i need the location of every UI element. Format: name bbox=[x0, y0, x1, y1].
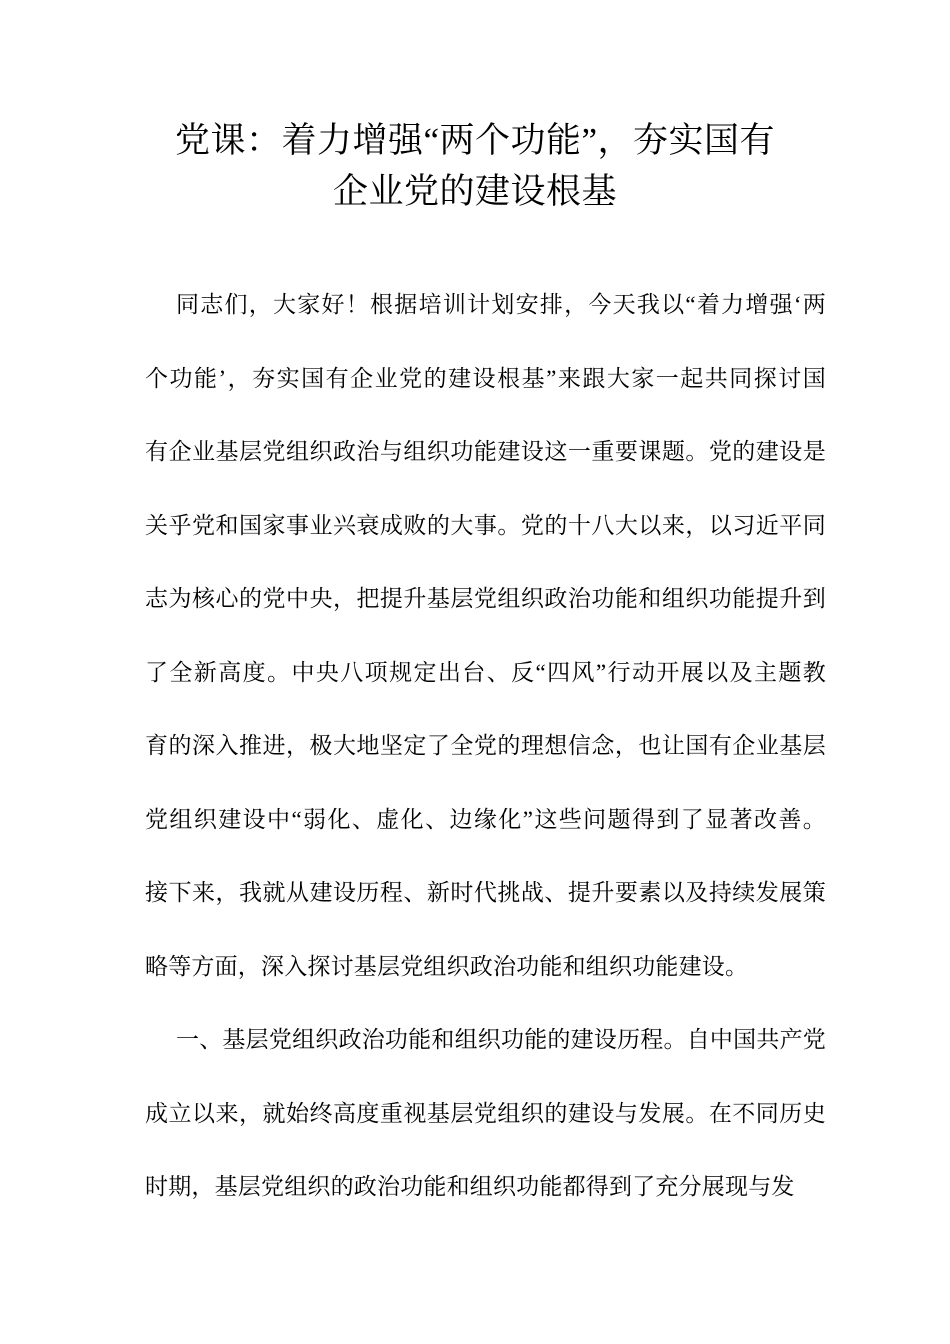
text-line: 党组织建设中“弱化、虚化、边缘化”这些问题得到了显著改善。 bbox=[145, 806, 826, 832]
text-line: 育的深入推进，极大地坚定了全党的理想信念，也让国有企业基层 bbox=[145, 733, 826, 758]
text-line: 志为核心的党中央，把提升基层党组织政治功能和组织功能提升到 bbox=[145, 586, 826, 611]
title-line: 企业党的建设根基 bbox=[332, 172, 617, 211]
text-line: 时期，基层党组织的政治功能和组织功能都得到了充分展现与发 bbox=[145, 1174, 795, 1199]
document-title bbox=[0, 115, 950, 217]
text-line: 有企业基层党组织政治与组织功能建设这一重要课题。党的建设是 bbox=[145, 439, 826, 464]
paragraph bbox=[145, 268, 826, 1003]
text-line: 略等方面，深入探讨基层党组织政治功能和组织功能建设。 bbox=[145, 953, 749, 979]
document-body bbox=[145, 268, 826, 1224]
title-line: 党课：着力增强“两个功能”，夯实国有 bbox=[174, 121, 776, 160]
text-line: 接下来，我就从建设历程、新时代挑战、提升要素以及持续发展策 bbox=[145, 880, 826, 905]
text-line: 成立以来，就始终高度重视基层党组织的建设与发展。在不同历史 bbox=[145, 1100, 826, 1126]
text-line: 个功能’，夯实国有企业党的建设根基”来跟大家一起共同探讨国 bbox=[145, 365, 826, 391]
text-line: 了全新高度。中央八项规定出台、反“四风”行动开展以及主题教 bbox=[145, 659, 826, 685]
text-line: 一、基层党组织政治功能和组织功能的建设历程。自中国共产党 bbox=[176, 1027, 826, 1052]
text-line: 同志们，大家好！根据培训计划安排，今天我以“着力增强‘两 bbox=[176, 292, 826, 317]
text-line: 关乎党和国家事业兴衰成败的大事。党的十八大以来，以习近平同 bbox=[145, 512, 826, 538]
paragraph bbox=[145, 1003, 826, 1224]
